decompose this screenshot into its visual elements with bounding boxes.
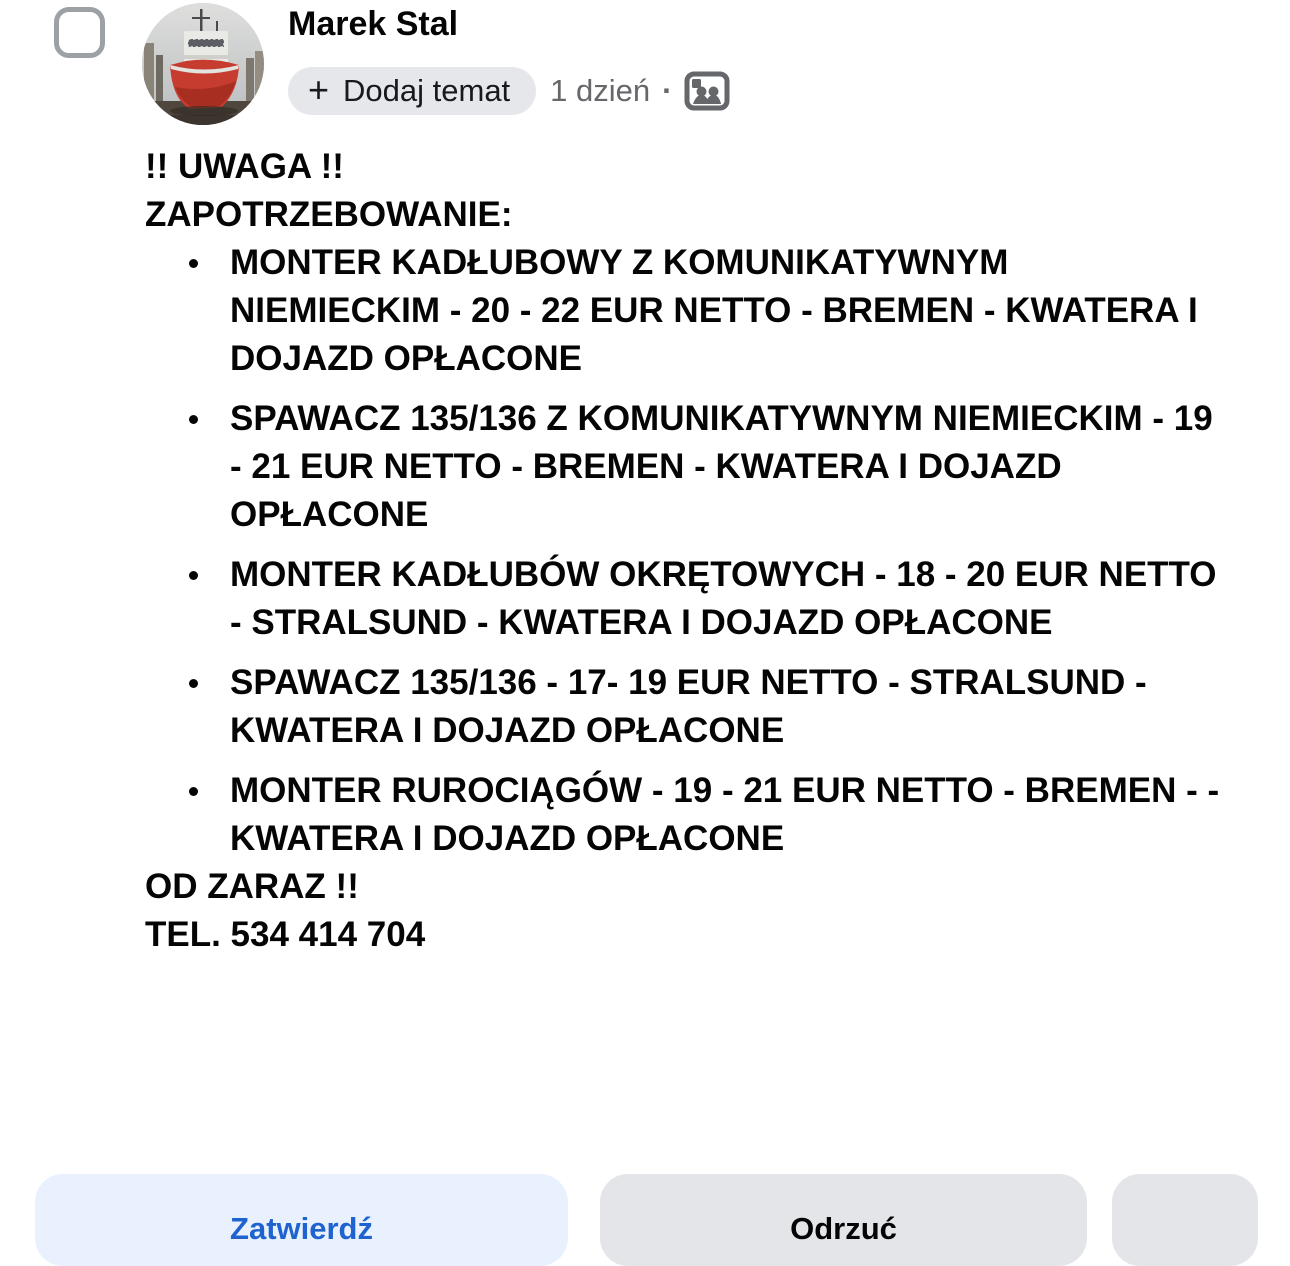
job-list-item: SPAWACZ 135/136 - 17- 19 EUR NETTO - STRALSUND - KWATERA I DOJAZD OPŁACONE [145,659,1220,755]
job-list-item: MONTER KADŁUBÓW OKRĘTOWYCH - 18 - 20 EUR NETTO - STRALSUND - KWATERA I DOJAZD OPŁACONE [145,551,1220,647]
group-privacy-icon [684,71,730,111]
post-phone: TEL. 534 414 704 [145,915,426,954]
author-avatar[interactable] [142,3,264,125]
job-list-item: MONTER KADŁUBOWY Z KOMUNIKATYWNYM NIEMIECKIM - 20 - 22 EUR NETTO - BREMEN - KWATERA I DOJAZD OPŁACONE [145,239,1220,383]
job-list-item: MONTER RUROCIĄGÓW - 19 - 21 EUR NETTO - BREMEN - - KWATERA I DOJAZD OPŁACONE [145,767,1220,863]
decline-button[interactable]: Odrzuć [600,1174,1087,1266]
post-outro: OD ZARAZ !! [145,867,359,906]
job-list-item: SPAWACZ 135/136 Z KOMUNIKATYWNYM NIEMIECKIM - 19 - 21 EUR NETTO - BREMEN - KWATERA I DOJAZD OPŁACONE [145,395,1220,539]
post-timestamp[interactable]: 1 dzień [550,73,651,108]
approve-button[interactable]: Zatwierdź [35,1174,568,1266]
post-body [145,143,1220,959]
job-list [145,239,1220,863]
author-name[interactable]: Marek Stal [288,5,459,43]
post-intro: !! UWAGA !! [145,147,344,186]
post-section-title: ZAPOTRZEBOWANIE: [145,195,513,234]
ship-photo-icon [142,3,264,125]
add-topic-label: Dodaj temat [343,73,511,108]
plus-icon: + [308,69,330,110]
post-meta-row [288,66,730,116]
meta-separator: · [662,73,673,108]
add-topic-button[interactable] [288,67,536,115]
select-post-checkbox[interactable] [54,7,105,58]
more-actions-button[interactable] [1112,1174,1258,1266]
